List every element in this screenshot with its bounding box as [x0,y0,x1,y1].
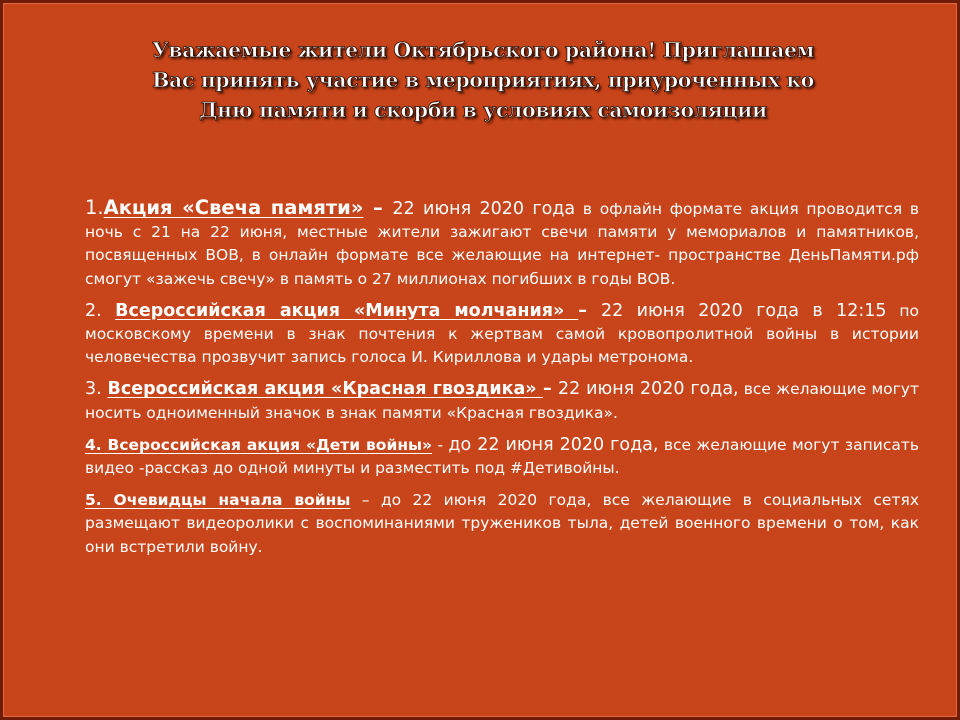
event-description: все желающие могут носить одноименный значок в знак памяти «Красная гвоздика». [85,380,919,422]
event-description: в офлайн формате акция проводится в ночь с 21 на 22 июня, местные жители зажигают свечи памяти у мемориалов и памятников, посвященных ВОВ, в онлайн формате все желающие на интернет- пространстве ДеньПамяти.рф смогут «зажечь свечу» в память о 27 миллионах погибших в годы ВОВ. [85,200,920,288]
event-date: 22 июня 2020 года [392,199,576,219]
slide-title [73,35,893,125]
event-heading: 4. Всероссийская акция «Дети войны» [85,435,433,454]
event-dash: – [578,300,601,321]
event-number: 3. [85,379,108,400]
event-date: 22 июня 2020 года, [558,379,739,400]
event-item-1 [85,196,919,291]
title-line-3: Дню памяти и скорби в условиях самоизоляции [199,98,767,122]
event-dash: – [350,491,381,510]
event-heading: Всероссийская акция «Минута молчания» [115,300,579,321]
event-item-5 [85,489,919,559]
event-list [85,196,919,568]
event-dash: – [363,196,393,219]
title-line-1: Уважаемые жители Октябрьского района! Приглашаем [151,38,814,62]
event-heading: 5. Очевидцы начала войны [85,491,351,510]
event-dash: - [432,435,449,454]
event-date: 22 июня 2020 года в 12:15 [600,300,887,321]
event-item-4 [85,434,919,480]
event-heading: Всероссийская акция «Красная гвоздика» [107,379,543,400]
event-description: все желающие могут записать видео -рассказ до одной минуты и разместить под #Детивойны. [85,435,919,478]
title-line-2: Вас принять участие в мероприятиях, приуроченных ко [152,68,814,92]
event-dash: – [542,379,559,400]
event-date: до 22 июня 2020 года, [448,434,659,455]
event-item-3 [85,378,919,424]
event-number: 2. [85,300,116,321]
event-heading: Акция «Свеча памяти» [103,196,364,219]
event-number: 1. [85,196,104,219]
event-description: до 22 июня 2020 года, все желающие в социальных сетях размещают видеоролики с воспоминаниями тружеников тыла, детей военного времени о том, как они встретили войну. [85,491,919,556]
event-description: по московскому времени в знак почтения к жертвам самой кровопролитной войны в истории человечества прозвучит запись голоса И. Кириллова и удары метронома. [85,301,920,367]
event-item-2 [85,300,919,370]
